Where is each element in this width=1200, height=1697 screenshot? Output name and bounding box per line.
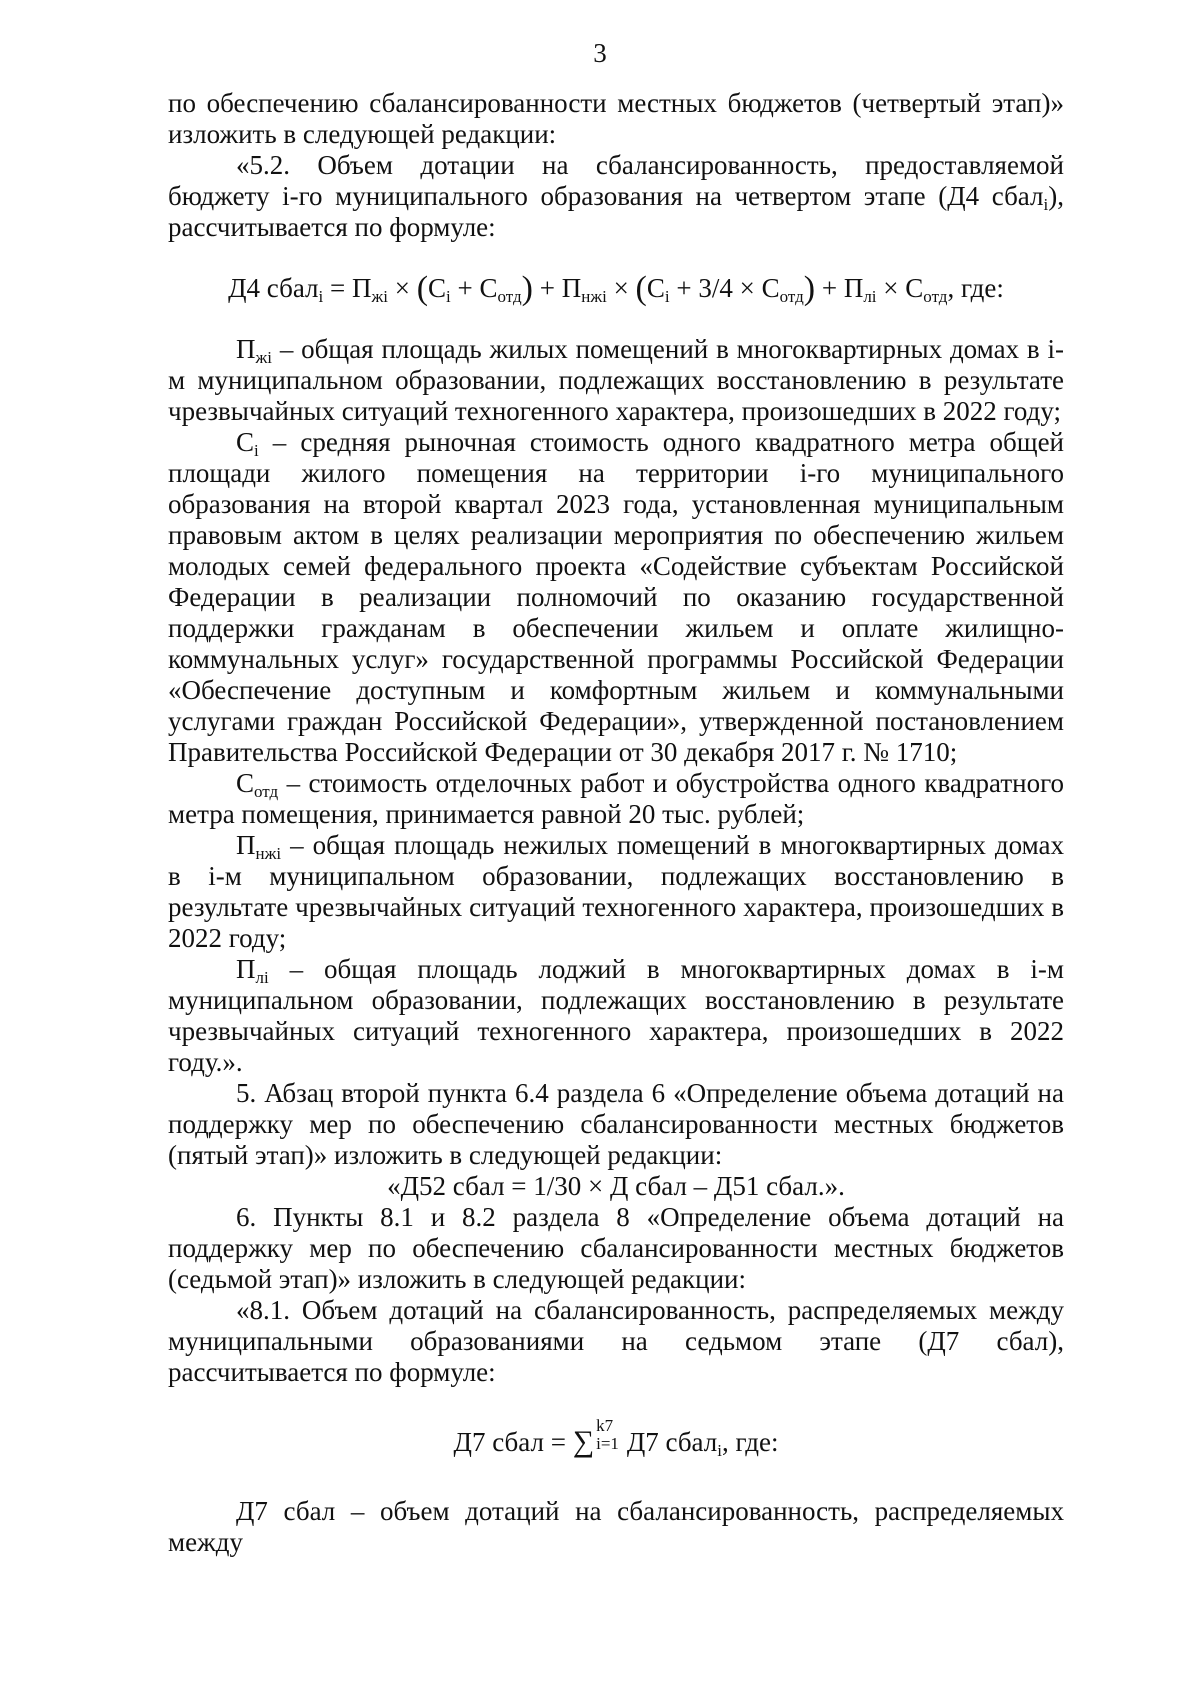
definition-p-zh: $П_{жi}$ – общая площадь жилых помещений в многоквартирных домах в i-м муниципальном образовании, подлежащих восстановлению в результате чрезвычайных ситуаций техногенного характера, произошедших в 2022 году; [168, 334, 1064, 426]
definition-c-i: $С_i$ – средняя рыночная стоимость одного квадратного метра общей площади жилого помещения на территории i-го муниципального образования на второй квартал 2023 года, установленная муниципальным правовым актом в целях реализации мероприятия по обеспечению жильем молодых семей федерального проекта «Содействие субъектам Российской Федерации в реализации полномочий по оказанию государственной поддержки гражданам в обеспечении жильем и оплате жилищно-коммунальных услуг» государственной программы Российской Федерации «Обеспечение доступным и комфортным жильем и коммунальными услугами граждан Российской Федерации», утвержденной постановлением Правительства Российской Федерации от 30 декабря 2017 г. № 1710; [168, 427, 1064, 767]
formula-d52: «Д52 сбал = 1/30 × Д сбал – Д51 сбал.». [387, 1171, 845, 1201]
paragraph-item-6: 6. Пункты 8.1 и 8.2 раздела 8 «Определение объема дотаций на поддержку мер по обеспечению сбалансированности местных бюджетов (седьмой этап)» изложить в следующей редакции: [168, 1202, 1064, 1294]
definition-c-otd: $С_{отд}$ – стоимость отделочных работ и обустройства одного квадратного метра помещения, принимается равной 20 тыс. рублей; [168, 768, 1064, 829]
formula-d7: Д7 сбал = ∑ k7 i=1 Д7 сбал$_i$, где: [453, 1416, 779, 1460]
document-body [168, 88, 1064, 1558]
definition-p-nzh: $П_{нжi}$ – общая площадь нежилых помещений в многоквартирных домах в i-м муниципальном образовании, подлежащих восстановлению в результате чрезвычайных ситуаций техногенного характера, произошедших в 2022 году; [168, 830, 1064, 953]
paragraph-8-1: «8.1. Объем дотаций на сбалансированность, распределяемых между муниципальными образованиями на седьмом этапе (Д7 сбал), рассчитывается по формуле: [168, 1295, 1064, 1387]
page-number: 3 [593, 38, 607, 68]
sum-symbol: ∑ [572, 1425, 595, 1458]
paragraph-5-2: «5.2. Объем дотации на сбалансированность, предоставляемой бюджету i-го муниципального образования на четвертом этапе (Д4 сбал$_i$), рассчитывается по формуле: [168, 150, 1064, 242]
definition-p-l: $П_{лi}$ – общая площадь лоджий в многоквартирных домах в i-м муниципальном образовании, подлежащих восстановлению в результате чрезвычайных ситуаций техногенного характера, произошедших в 2022 году.». [168, 954, 1064, 1077]
formula-d4: Д4 сбал$_i$ = $П_{жi} \times (С_i + С_{отд}) + П_{нжi} \times (С_i + 3/4 \times С_{отд}) + П_{лi} \times С_{отд}$, где: [228, 270, 1004, 307]
paragraph-item-5: 5. Абзац второй пункта 6.4 раздела 6 «Определение объема дотаций на поддержку мер по обеспечению сбалансированности местных бюджетов (пятый этап)» изложить в следующей редакции: [168, 1078, 1064, 1170]
paragraph-continuation: по обеспечению сбалансированности местных бюджетов (четвертый этап)» изложить в следующей редакции: [168, 88, 1064, 149]
sum-limits: k7 i=1 [596, 1416, 619, 1453]
definition-d7: Д7 сбал – объем дотаций на сбалансированность, распределяемых между [168, 1496, 1064, 1557]
